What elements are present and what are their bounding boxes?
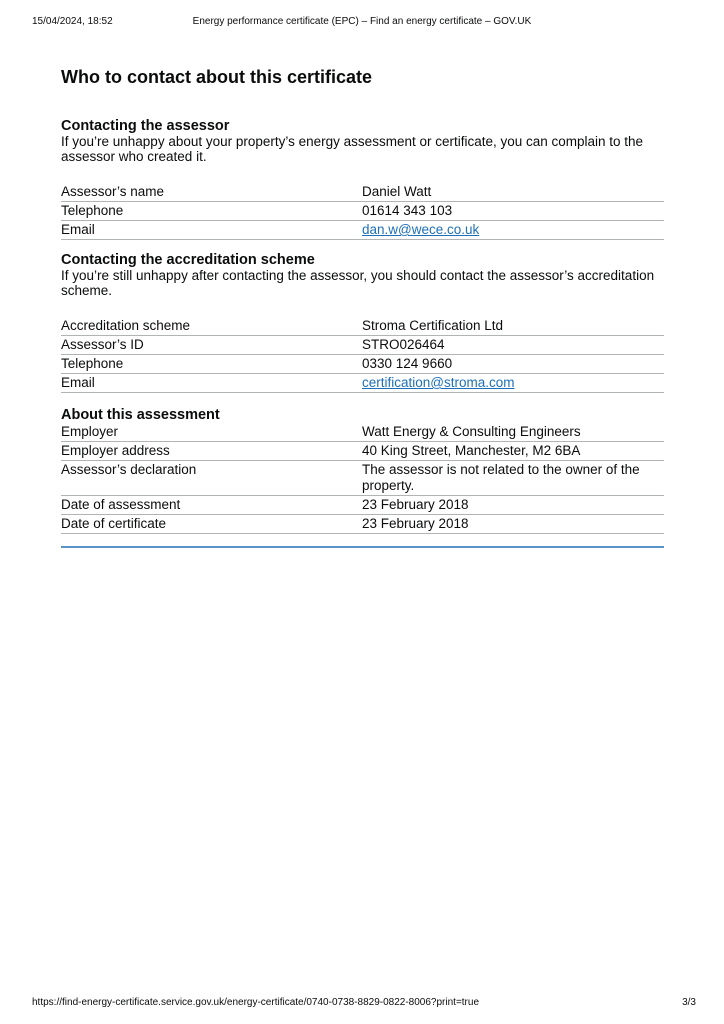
print-page-title: Energy performance certificate (EPC) – Find an energy certificate – GOV.UK <box>192 16 532 27</box>
row-value: The assessor is not related to the owner of the property. <box>362 461 664 496</box>
page-heading: Who to contact about this certificate <box>61 67 373 87</box>
about-assessment-section <box>61 407 664 534</box>
table-row <box>61 515 664 534</box>
table-row <box>61 317 664 336</box>
section-heading-assessor: Contacting the assessor <box>61 118 230 134</box>
contacting-assessor-section <box>61 118 664 240</box>
row-label: Date of certificate <box>61 515 362 534</box>
assessor-details-table <box>61 183 664 240</box>
row-label: Email <box>61 374 362 393</box>
print-footer <box>32 997 696 1011</box>
row-label: Assessor’s name <box>61 183 362 202</box>
row-label: Assessor’s ID <box>61 336 362 355</box>
print-page-number: 3/3 <box>682 997 696 1008</box>
table-row <box>61 374 664 393</box>
table-row <box>61 336 664 355</box>
assessor-email-link[interactable]: dan.w@wece.co.uk <box>362 222 480 237</box>
accreditation-details-table <box>61 317 664 393</box>
row-label: Employer address <box>61 442 362 461</box>
row-label: Accreditation scheme <box>61 317 362 336</box>
section-end-divider <box>61 546 664 548</box>
table-row <box>61 423 664 442</box>
table-row <box>61 183 664 202</box>
contacting-accreditation-section <box>61 252 664 393</box>
row-label: Employer <box>61 423 362 442</box>
accreditation-email-link[interactable]: certification@stroma.com <box>362 375 515 390</box>
print-header <box>32 16 692 30</box>
row-value: 01614 343 103 <box>362 202 664 221</box>
row-value: Stroma Certification Ltd <box>362 317 664 336</box>
row-value: Watt Energy & Consulting Engineers <box>362 423 664 442</box>
row-value: 23 February 2018 <box>362 515 664 534</box>
section-heading-accreditation: Contacting the accreditation scheme <box>61 252 315 268</box>
row-label: Assessor’s declaration <box>61 461 362 496</box>
main-content <box>61 66 664 548</box>
row-label: Date of assessment <box>61 496 362 515</box>
table-row <box>61 496 664 515</box>
row-value: 40 King Street, Manchester, M2 6BA <box>362 442 664 461</box>
row-label: Telephone <box>61 355 362 374</box>
table-row <box>61 355 664 374</box>
table-row <box>61 221 664 240</box>
assessment-details-table <box>61 423 664 534</box>
row-value: 23 February 2018 <box>362 496 664 515</box>
table-row <box>61 442 664 461</box>
row-value: Daniel Watt <box>362 183 664 202</box>
print-datetime: 15/04/2024, 18:52 <box>32 16 113 27</box>
table-row <box>61 202 664 221</box>
row-label: Email <box>61 221 362 240</box>
table-row <box>61 461 664 496</box>
print-url: https://find-energy-certificate.service.gov.uk/energy-certificate/0740-0738-8829-0822-8006?print=true <box>32 997 480 1008</box>
row-label: Telephone <box>61 202 362 221</box>
row-value: STRO026464 <box>362 336 664 355</box>
section-description-assessor: If you’re unhappy about your property’s energy assessment or certificate, you can complain to the assessor who created it. <box>61 134 644 164</box>
section-description-accreditation: If you’re still unhappy after contacting the assessor, you should contact the assessor’s accreditation scheme. <box>61 268 655 298</box>
section-heading-assessment: About this assessment <box>61 407 220 423</box>
row-value: 0330 124 9660 <box>362 355 664 374</box>
